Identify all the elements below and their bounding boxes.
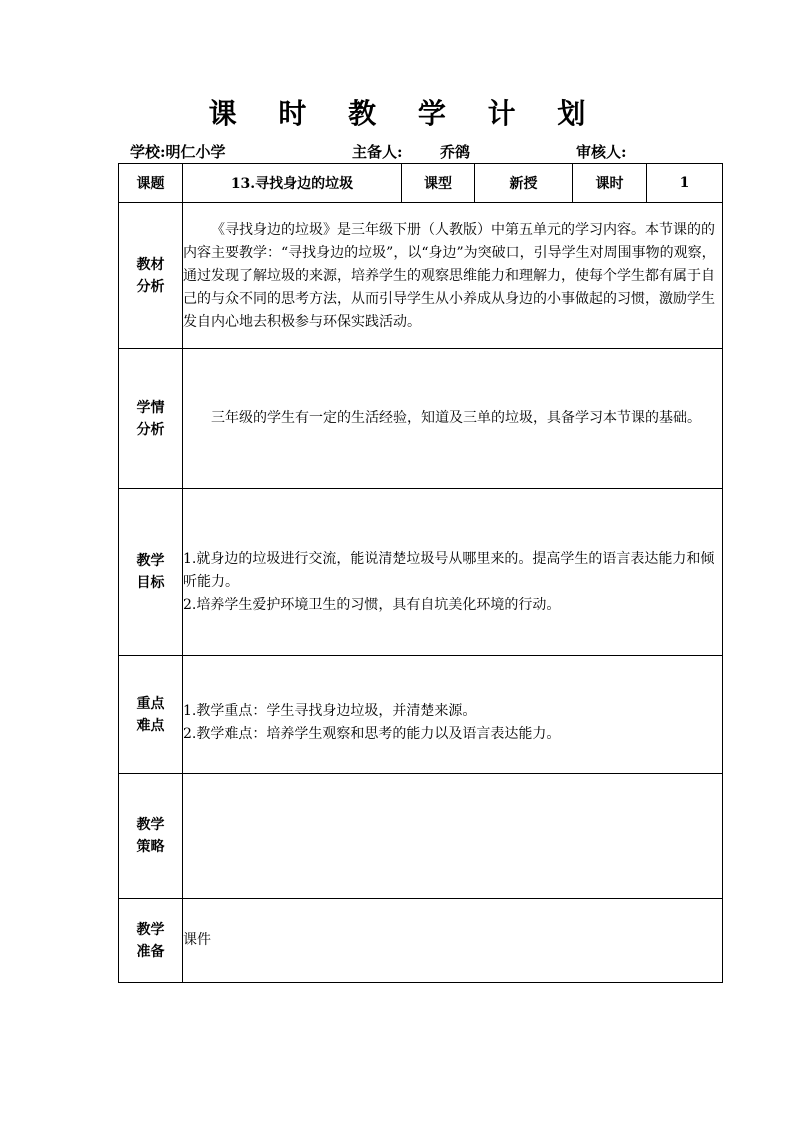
school-field bbox=[130, 141, 226, 162]
hours-label: 课时 bbox=[573, 164, 647, 203]
preparer-value: 乔鹆 bbox=[440, 143, 471, 161]
objectives-row bbox=[119, 489, 723, 656]
topic-label: 课题 bbox=[119, 164, 183, 203]
material-analysis-text: 《寻找身边的垃圾》是三年级下册（人教版）中第五单元的学习内容。本节课的的内容主要教学：“寻找身边的垃圾”，以“身边”为突破口，引导学生对周围事物的观察，通过发现了解垃圾的来源，培养学生的观察思维能力和理解力，使每个学生都有属于自己的与众不同的思考方法，从而引导学生从小养成从身边的小事做起的习惯，激励学生发自内心地去积极参与环保实践活动。 bbox=[183, 221, 716, 330]
strategy-content bbox=[183, 774, 723, 899]
objective-item: 2.培养学生爱护环境卫生的习惯，具有自坑美化环境的行动。 bbox=[183, 596, 561, 613]
material-analysis-content bbox=[183, 203, 723, 349]
objective-item: 1.就身边的垃圾进行交流，能说清楚垃圾号从哪里来的。提高学生的语言表达能力和倾听能力。 bbox=[183, 550, 715, 590]
key-point-item: 1.教学重点：学生寻找身边垃圾，并清楚来源。 bbox=[183, 702, 477, 719]
school-label: 学校: bbox=[130, 143, 166, 161]
page-title: 课 时 教 学 计 划 bbox=[208, 97, 602, 130]
key-points-row bbox=[119, 656, 723, 774]
key-point-item: 2.教学难点：培养学生观察和思考的能力以及语言表达能力。 bbox=[183, 725, 561, 742]
topic-value: 13.寻找身边的垃圾 bbox=[183, 164, 402, 203]
reviewer-label: 审核人: bbox=[576, 143, 627, 161]
school-value: 明仁小学 bbox=[165, 143, 226, 161]
strategy-row bbox=[119, 774, 723, 899]
preparation-label: 教学 准备 bbox=[119, 899, 183, 983]
objectives-content bbox=[183, 489, 723, 656]
key-points-label: 重点 难点 bbox=[119, 656, 183, 774]
material-analysis-label: 教材 分析 bbox=[119, 203, 183, 349]
key-points-content bbox=[183, 656, 723, 774]
student-analysis-row bbox=[119, 349, 723, 489]
preparation-content: 课件 bbox=[183, 899, 723, 983]
strategy-label: 教学 策略 bbox=[119, 774, 183, 899]
objectives-label: 教学 目标 bbox=[119, 489, 183, 656]
hours-value: 1 bbox=[647, 164, 723, 203]
reviewer-field bbox=[576, 141, 627, 162]
type-value: 新授 bbox=[475, 164, 573, 203]
student-analysis-text: 三年级的学生有一定的生活经验，知道及三单的垃圾，具备学习本节课的基础。 bbox=[211, 410, 701, 426]
student-analysis-label: 学情 分析 bbox=[119, 349, 183, 489]
student-analysis-content bbox=[183, 349, 723, 489]
preparer-label: 主备人: bbox=[352, 143, 403, 161]
topic-row bbox=[119, 164, 723, 203]
lesson-plan-table bbox=[118, 163, 723, 983]
type-label: 课型 bbox=[402, 164, 475, 203]
material-analysis-row bbox=[119, 203, 723, 349]
preparation-row bbox=[119, 899, 723, 983]
